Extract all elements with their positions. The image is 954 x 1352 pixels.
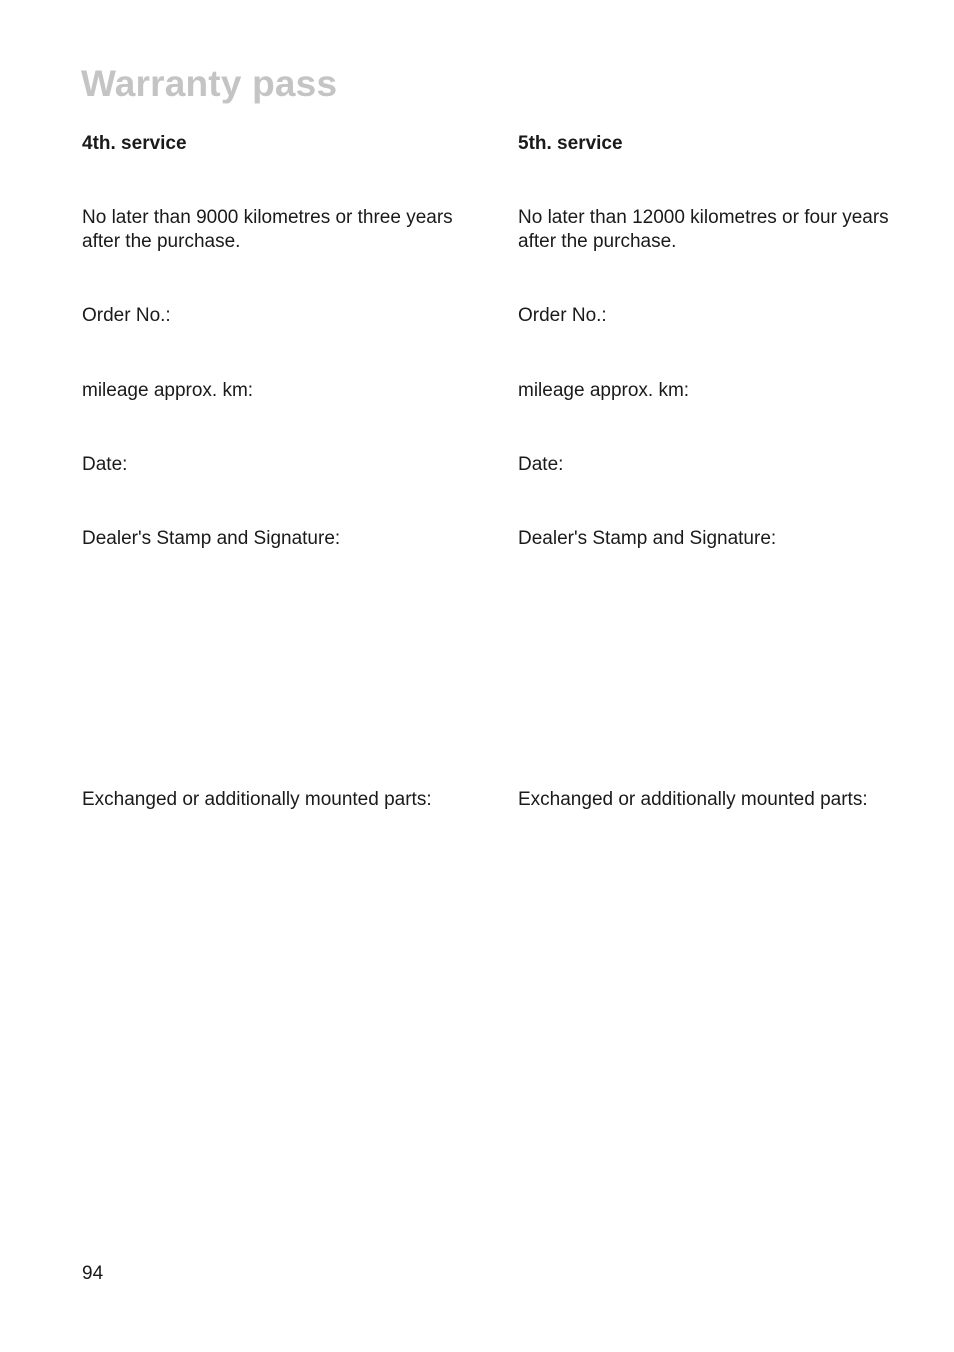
- service-4-column: [82, 0, 482, 1352]
- service-4-heading: 4th. service: [82, 133, 187, 154]
- service-5-date-label: Date:: [518, 454, 564, 475]
- page-title: Warranty pass: [81, 63, 338, 104]
- service-5-stamp-label: Dealer's Stamp and Signature:: [518, 528, 777, 549]
- service-4-requirement: No later than 9000 kilometres or three years after the purchase.: [82, 207, 453, 252]
- service-5-requirement: No later than 12000 kilometres or four years after the purchase.: [518, 207, 889, 252]
- service-4-parts-label: Exchanged or additionally mounted parts:: [82, 789, 432, 810]
- service-5-parts-label: Exchanged or additionally mounted parts:: [518, 789, 868, 810]
- page-number: 94: [82, 1263, 104, 1284]
- service-4-stamp-label: Dealer's Stamp and Signature:: [82, 528, 341, 549]
- service-4-date-label: Date:: [82, 454, 128, 475]
- service-5-heading: 5th. service: [518, 133, 623, 154]
- service-4-mileage-label: mileage approx. km:: [82, 380, 254, 401]
- service-5-mileage-label: mileage approx. km:: [518, 380, 690, 401]
- service-5-order-label: Order No.:: [518, 305, 607, 326]
- service-4-order-label: Order No.:: [82, 305, 171, 326]
- service-5-column: [518, 0, 918, 1352]
